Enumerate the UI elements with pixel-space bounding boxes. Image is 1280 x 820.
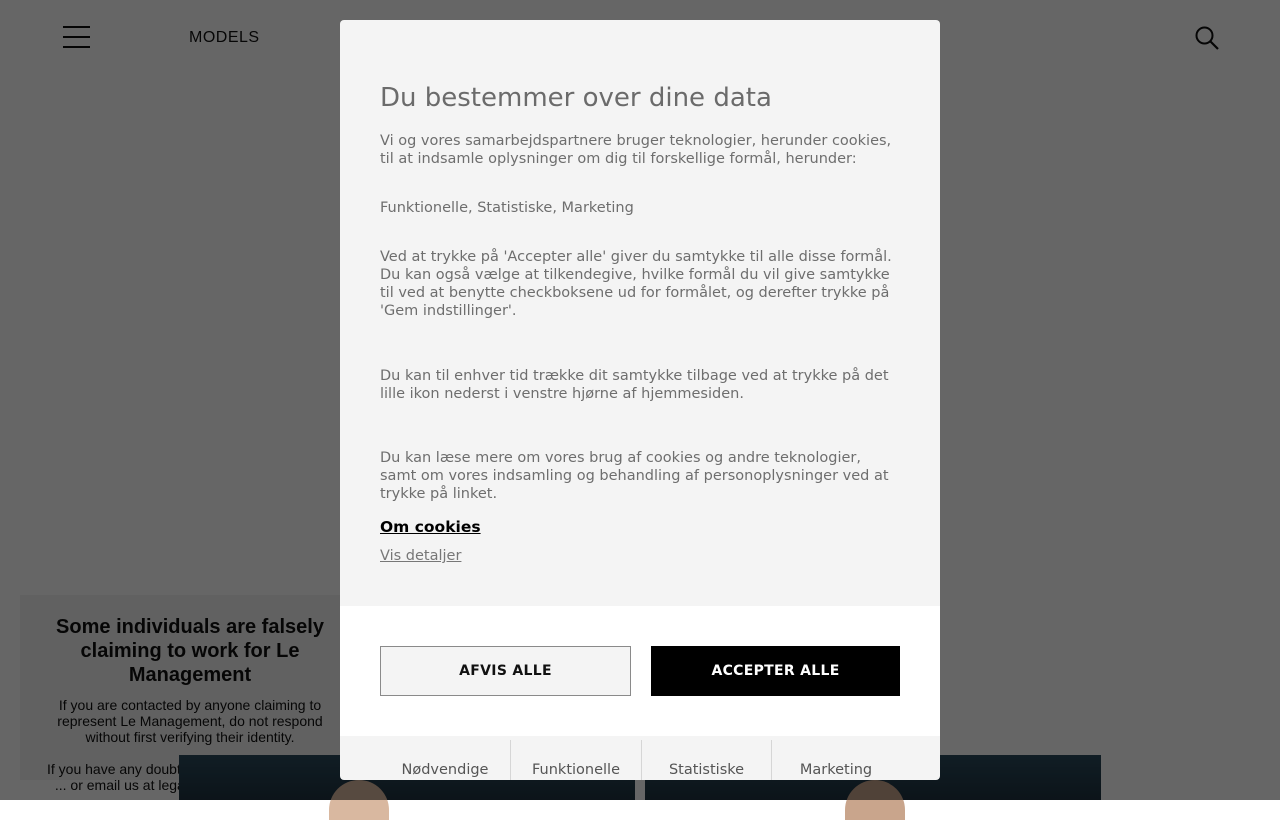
tab-necessary[interactable]: Nødvendige (401, 762, 489, 778)
accept-all-button[interactable]: ACCEPTER ALLE (651, 646, 900, 696)
consent-paragraph: Du kan til enhver tid trække dit samtykke tilbage ved at trykke på det lille ikon nederst i venstre hjørne af hjemmesiden. (380, 368, 889, 402)
tab-marketing[interactable]: Marketing (771, 740, 900, 780)
reject-all-button[interactable]: AFVIS ALLE (380, 646, 631, 696)
consent-title: Du bestemmer over dine data (380, 83, 772, 113)
tab-statistics[interactable]: Statistiske (641, 740, 771, 780)
show-details-link[interactable]: Vis detaljer (380, 548, 462, 564)
consent-paragraph: Ved at trykke på 'Accepter alle' giver du samtykke til alle disse formål. Du kan også vælge at tilkendegive, hvilke formål du vil give samtykke til ved at benytte checkboksene ud for formålet, og derefter trykke på 'Gem indstillinger'. (380, 249, 892, 319)
consent-purposes: Funktionelle, Statistiske, Marketing (380, 200, 634, 216)
about-cookies-link[interactable]: Om cookies (380, 518, 481, 536)
consent-category-tabs (380, 740, 900, 780)
consent-paragraph: Du kan læse mere om vores brug af cookies og andre teknologier, samt om vores indsamling og behandling af personoplysninger ved at trykke på linket. (380, 450, 889, 502)
tab-functional[interactable]: Funktionelle (510, 740, 641, 780)
consent-buttons (340, 606, 940, 736)
consent-content (380, 76, 900, 564)
consent-paragraph: Vi og vores samarbejdspartnere bruger teknologier, herunder cookies, til at indsamle oplysninger om dig til forskellige formål, herunder: (380, 133, 892, 167)
cookie-consent-dialog (340, 20, 940, 780)
